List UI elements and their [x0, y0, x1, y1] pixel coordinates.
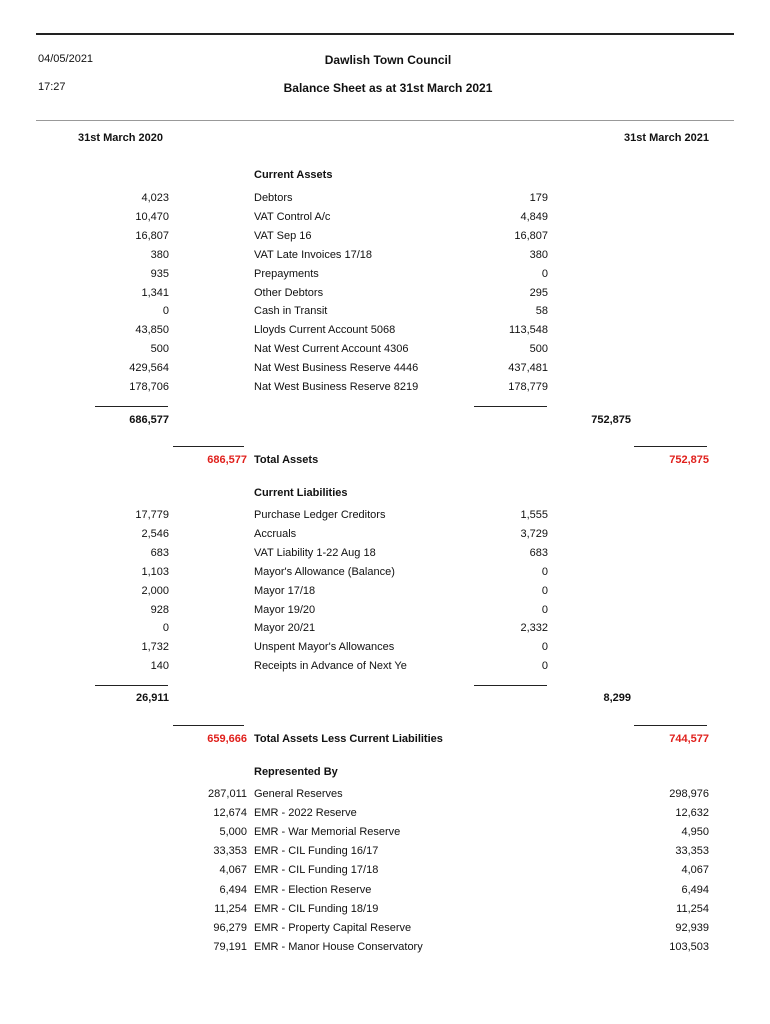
row-label: Prepayments [254, 267, 319, 280]
row-label: EMR - CIL Funding 16/17 [254, 845, 379, 858]
row-prev-value: 6,494 [219, 883, 247, 896]
row-prev-value: 500 [150, 343, 169, 356]
section-heading-current-assets: Current Assets [254, 169, 333, 181]
net-assets-prev: 659,666 [207, 733, 247, 745]
net-assets-curr: 744,577 [669, 733, 709, 745]
row-prev-value: 0 [162, 622, 169, 635]
row-curr-value: 11,254 [676, 902, 709, 915]
row-label: Unspent Mayor's Allowances [254, 641, 395, 654]
row-curr-value: 437,481 [508, 362, 548, 375]
ca-subtotal-prev: 686,577 [129, 414, 169, 426]
row-curr-value: 92,939 [675, 921, 709, 934]
report-time: 17:27 [38, 81, 66, 93]
top-rule [36, 33, 734, 35]
row-label: Receipts in Advance of Next Ye [254, 660, 407, 673]
row-prev-value: 2,546 [141, 527, 169, 540]
row-curr-value: 3,729 [520, 527, 548, 540]
row-prev-value: 1,103 [141, 565, 169, 578]
row-curr-value: 683 [529, 546, 548, 559]
row-curr-value: 295 [529, 286, 548, 299]
row-prev-value: 380 [150, 248, 169, 261]
row-curr-value: 380 [529, 248, 548, 261]
row-label: VAT Liability 1-22 Aug 18 [254, 546, 376, 559]
total-assets-prev: 686,577 [207, 454, 247, 466]
row-curr-value: 58 [535, 305, 548, 318]
row-curr-value: 1,555 [520, 509, 548, 521]
row-curr-value: 33,353 [675, 845, 709, 858]
ca-rule-prev [95, 406, 168, 407]
row-label: VAT Control A/c [254, 210, 331, 223]
row-label: Accruals [254, 527, 297, 540]
row-prev-value: 935 [150, 267, 169, 280]
row-prev-value: 10,470 [135, 210, 169, 223]
row-prev-value: 0 [162, 305, 169, 318]
row-label: EMR - CIL Funding 18/19 [254, 902, 379, 915]
row-curr-value: 4,067 [681, 864, 709, 877]
row-curr-value: 179 [529, 192, 548, 204]
row-label: Other Debtors [254, 286, 324, 299]
report-title: Balance Sheet as at 31st March 2021 [283, 81, 493, 95]
row-prev-value: 96,279 [213, 921, 247, 934]
row-curr-value: 298,976 [669, 788, 709, 800]
row-curr-value: 4,849 [520, 210, 548, 223]
row-label: Debtors [254, 192, 293, 204]
total-assets-curr: 752,875 [669, 454, 709, 466]
row-prev-value: 2,000 [141, 584, 169, 597]
row-curr-value: 113,548 [509, 324, 548, 337]
row-prev-value: 683 [150, 546, 169, 559]
row-label: General Reserves [254, 788, 343, 800]
row-label: Lloyds Current Account 5068 [254, 324, 396, 337]
org-name: Dawlish Town Council [324, 53, 452, 67]
row-curr-value: 178,779 [508, 381, 548, 393]
row-curr-value: 12,632 [675, 807, 709, 820]
row-prev-value: 287,011 [208, 788, 247, 800]
header-rule [36, 120, 734, 121]
section-heading-current-liabilities: Current Liabilities [254, 487, 348, 499]
row-label: EMR - Manor House Conservatory [254, 940, 423, 953]
na-rule-left [173, 725, 244, 726]
row-prev-value: 43,850 [135, 324, 169, 337]
row-prev-value: 1,341 [141, 286, 169, 299]
section-heading-represented-by: Represented By [254, 766, 338, 778]
ta-rule-right [634, 446, 707, 447]
row-label: Nat West Current Account 4306 [254, 343, 409, 356]
na-rule-right [634, 725, 707, 726]
row-prev-value: 4,067 [219, 864, 247, 877]
row-curr-value: 0 [541, 603, 548, 616]
row-curr-value: 0 [541, 584, 548, 597]
row-label: Mayor 19/20 [254, 603, 316, 616]
row-prev-value: 33,353 [213, 845, 247, 858]
row-curr-value: 500 [529, 343, 548, 356]
row-prev-value: 11,254 [214, 902, 247, 915]
row-label: Mayor 17/18 [254, 584, 316, 597]
row-prev-value: 5,000 [219, 826, 247, 839]
ca-subtotal-curr: 752,875 [591, 414, 631, 426]
row-label: Cash in Transit [254, 305, 328, 318]
row-prev-value: 79,191 [213, 940, 247, 953]
row-curr-value: 4,950 [681, 826, 709, 839]
row-label: VAT Late Invoices 17/18 [254, 248, 373, 261]
row-label: EMR - 2022 Reserve [254, 807, 357, 820]
total-assets-label: Total Assets [254, 454, 319, 466]
row-prev-value: 1,732 [141, 641, 169, 654]
row-curr-value: 16,807 [514, 229, 548, 242]
row-prev-value: 17,779 [135, 509, 169, 521]
row-label: Purchase Ledger Creditors [254, 509, 386, 521]
cl-rule-prev [95, 685, 168, 686]
row-label: Mayor 20/21 [254, 622, 316, 635]
ta-rule-left [173, 446, 244, 447]
col-curr-header: 31st March 2021 [624, 132, 709, 144]
net-assets-label: Total Assets Less Current Liabilities [254, 733, 443, 745]
ca-rule-mid [474, 406, 547, 407]
row-prev-value: 429,564 [129, 362, 169, 375]
row-curr-value: 6,494 [681, 883, 709, 896]
row-curr-value: 0 [541, 565, 548, 578]
row-label: EMR - CIL Funding 17/18 [254, 864, 379, 877]
row-curr-value: 0 [541, 660, 548, 673]
row-label: EMR - War Memorial Reserve [254, 826, 401, 839]
row-curr-value: 2,332 [520, 622, 548, 635]
row-label: EMR - Property Capital Reserve [254, 921, 412, 934]
row-curr-value: 0 [541, 267, 548, 280]
row-curr-value: 103,503 [669, 940, 709, 953]
cl-rule-mid [474, 685, 547, 686]
row-prev-value: 16,807 [135, 229, 169, 242]
row-label: Mayor's Allowance (Balance) [254, 565, 395, 578]
row-prev-value: 178,706 [129, 381, 169, 393]
row-label: EMR - Election Reserve [254, 883, 372, 896]
cl-subtotal-prev: 26,911 [135, 692, 169, 704]
row-prev-value: 140 [150, 660, 169, 673]
row-curr-value: 0 [541, 641, 548, 654]
col-prev-header: 31st March 2020 [78, 132, 163, 144]
row-prev-value: 12,674 [213, 807, 247, 820]
cl-subtotal-curr: 8,299 [603, 692, 631, 704]
row-label: Nat West Business Reserve 4446 [254, 362, 419, 375]
report-date: 04/05/2021 [38, 53, 94, 65]
row-prev-value: 928 [150, 603, 169, 616]
row-prev-value: 4,023 [141, 192, 169, 204]
row-label: VAT Sep 16 [254, 229, 312, 242]
row-label: Nat West Business Reserve 8219 [254, 381, 419, 393]
